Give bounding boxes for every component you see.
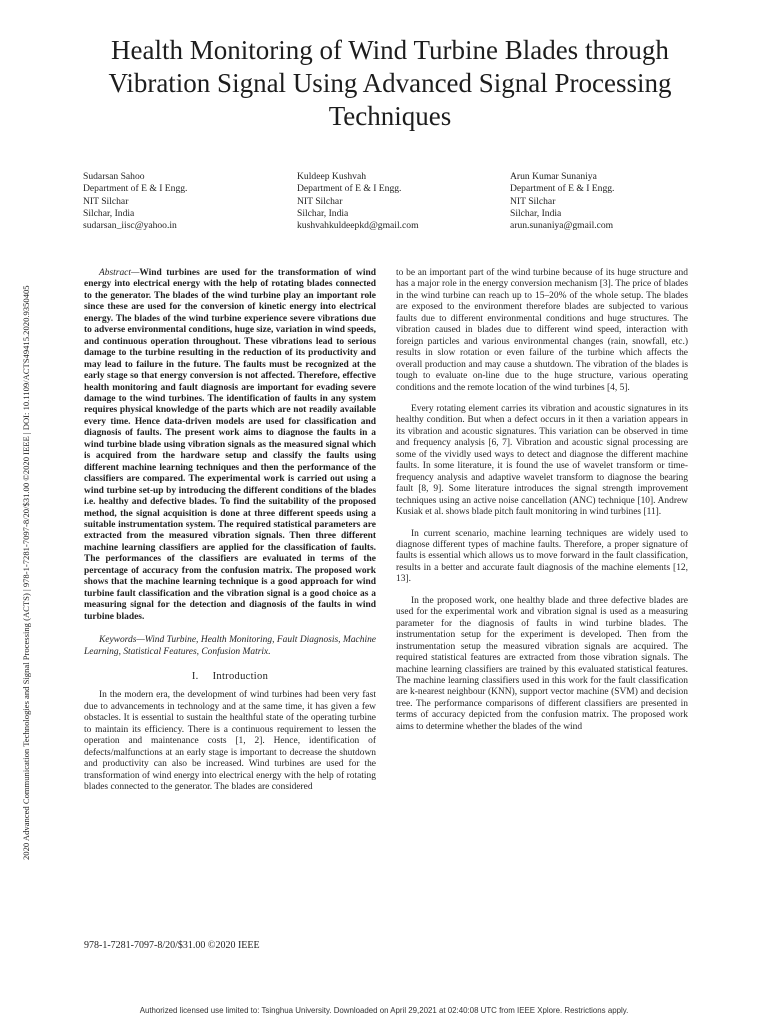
left-column — [84, 268, 376, 793]
author-institute: NIT Silchar — [83, 195, 129, 207]
license-notice: Authorized licensed use limited to: Tsinghua University. Downloaded on April 29,2021 at 02:40:08 UTC from IEEE Xplore. Restrictions apply. — [139, 1006, 629, 1015]
keywords: Keywords—Wind Turbine, Health Monitoring, Fault Diagnosis, Machine Learning, Statistical Features, Confusion Matrix. — [84, 635, 376, 657]
section-title: Introduction — [212, 670, 269, 682]
author-1 — [83, 171, 273, 232]
author-city: Silchar, India — [510, 207, 562, 219]
right-paragraph-1: to be an important part of the wind turbine because of its huge structure and has a major role in the energy conversion mechanism [3]. The price of blades in the wind turbine can reach up to 15–20% of the whole setup. The blades are exposed to the environment therefore blades are subjected to various faults due to different environmental conditions and huge structures. The vibration caused in blades due to different wind speed, interaction with foreign particles and various environmental changes (rain, snowfall, etc.) results in slow rotation or even failure of the turbine which affects the overall production and may cause a shutdown. The vibration of the blades is tough to evaluate on-line due to the huge structure, various operating conditions and the remote location of the wind turbines [4, 5]. — [396, 268, 688, 393]
section-number: I. — [191, 670, 199, 682]
right-paragraph-4: In the proposed work, one healthy blade and three defective blades are used for the experimental work and vibration signal is used as a measuring parameter for the diagnosis of faults in wind turbine blades. The instrumentation setup for the experiment is developed. Then from the instrumentation setup the measured vibration signals are acquired. The required statistical features are extracted from those vibration signals. The machine learning classifiers are trained by this evaluated statistical features. The machine learning classifiers used in this work for the fault classification are k-nearest neighbour (KNN), support vector machine (SVM) and decision tree. The performance comparisons of different classifiers are presented in terms of accuracy depicted from the confusion matrix. The proposed work aims to determine whether the blades of the wind — [396, 595, 688, 732]
abstract-label: Abstract— — [99, 268, 140, 278]
author-department: Department of E & I Engg. — [297, 183, 402, 195]
doi-side-note: 2020 Advanced Communication Technologies and Signal Processing (ACTS) | 978-1-7281-7097-8/20/$31.00 ©2020 IEEE | DOI: 10.1109/ACTS49415.2020.9350405 — [21, 285, 31, 860]
abstract-text: Wind turbines are used for the transformation of wind energy into electrical energy with the help of rotating blades connected to the generator. The blades of the wind turbine play an important role since these are used for the conversion of kinetic energy into electrical energy. The blades of the wind turbine experience severe vibrations due to adverse environmental conditions, huge size, variation in wind speeds, and continuous operation throughout. These vibrations lead to serious damage to the turbine resulting in the reduction of its productivity and may lead to failure in the future. The faults must be recognized at the early stage so that energy conversion is not affected. Therefore, effective health monitoring and fault diagnosis are important for evading severe damage to the wind turbines. The identification of faults in any system requires physical knowledge of the parts which are not readily available every time. Hence data-driven models are used for classification and diagnosis of faults. The present work aims to diagnose the faults in a wind turbine blade using vibration signals as the measured signal which is acquired from the hardware setup and classify the faults using different machine learning techniques and then the performance of the classifiers are compared. The experimental work is carried out using a wind turbine set-up by introducing the different conditions of the blades i.e. healthy and defective blades. To find the suitability of the proposed method, the signal acquisition is done at three different speeds using a suitable instrumentation system. The required statistical parameters are extracted from the measured vibration signals. Then three different machine learning classifiers are applied for the classification of faults. The performances of the classifiers are evaluated in terms of the percentage of accuracy from the confusion matrix. The proposed work shows that the machine learning technique is a good approach for wind turbine fault classification and the vibration signal is a good choice as a measuring signal for the detection and diagnosis of the faults in wind turbine blades. — [84, 268, 376, 622]
author-2 — [297, 171, 487, 232]
author-name: Arun Kumar Sunaniya — [510, 171, 597, 182]
author-email[interactable]: sudarsan_iisc@yahoo.in — [83, 220, 177, 232]
abstract — [84, 268, 376, 623]
author-name: Kuldeep Kushvah — [297, 171, 367, 182]
author-institute: NIT Silchar — [510, 195, 556, 207]
section-heading-introduction — [84, 671, 376, 682]
right-paragraph-2: Every rotating element carries its vibration and acoustic signatures in its healthy condition. But when a defect occurs in it then a variation appears in its vibration and acoustic signatures. This variation can be observed in time and frequency analysis [6, 7]. Vibration and acoustic signal processing are some of the vividly used ways to detect and diagnose the different machine faults. In some literature, it is found the use of wavelet transform or time-frequency analysis and adaptive wavelet transform to diagnose the bearing fault [8, 9]. Some literature introduces the signal strength improvement techniques using an active noise cancellation (ANC) technique [10]. Andrew Kusiak et al. shows blade pitch fault monitoring in wind turbines [11]. — [396, 403, 688, 518]
author-city: Silchar, India — [83, 207, 135, 219]
author-name: Sudarsan Sahoo — [83, 171, 145, 182]
paper-title: Health Monitoring of Wind Turbine Blades through Vibration Signal Using Advanced Signal Processing Techniques — [108, 35, 672, 131]
author-email[interactable]: kushvahkuldeepkd@gmail.com — [297, 220, 419, 232]
author-institute: NIT Silchar — [297, 195, 343, 207]
right-column — [396, 268, 688, 733]
author-city: Silchar, India — [297, 207, 349, 219]
intro-paragraph-1: In the modern era, the development of wind turbines had been very fast due to advancements in technology and at the same time, it has given a few obstacles. It is essential to sustain the healthful state of the operating turbine to maintain its efficiency. There is a continuous requirement to lessen the operation and maintenance costs [1, 2]. Hence, identification of defects/malfunctions at an early stage is important to decrease the shutdown and productivity can also be increased. Wind turbines are used for the transformation of wind energy into electrical energy with the help of rotating blades connected to the generator. The blades are considered — [84, 690, 376, 793]
author-email[interactable]: arun.sunaniya@gmail.com — [510, 220, 614, 232]
author-department: Department of E & I Engg. — [83, 183, 188, 195]
copyright-footer: 978-1-7281-7097-8/20/$31.00 ©2020 IEEE — [84, 940, 260, 951]
author-3 — [510, 171, 700, 232]
right-paragraph-3: In current scenario, machine learning techniques are widely used to diagnose different types of machine faults. Therefore, a proper signature of faults is essential which allows us to move forward in the fault classification, results in a better and accurate fault diagnosis of the machine elements [12, 13]. — [396, 528, 688, 585]
author-department: Department of E & I Engg. — [510, 183, 615, 195]
